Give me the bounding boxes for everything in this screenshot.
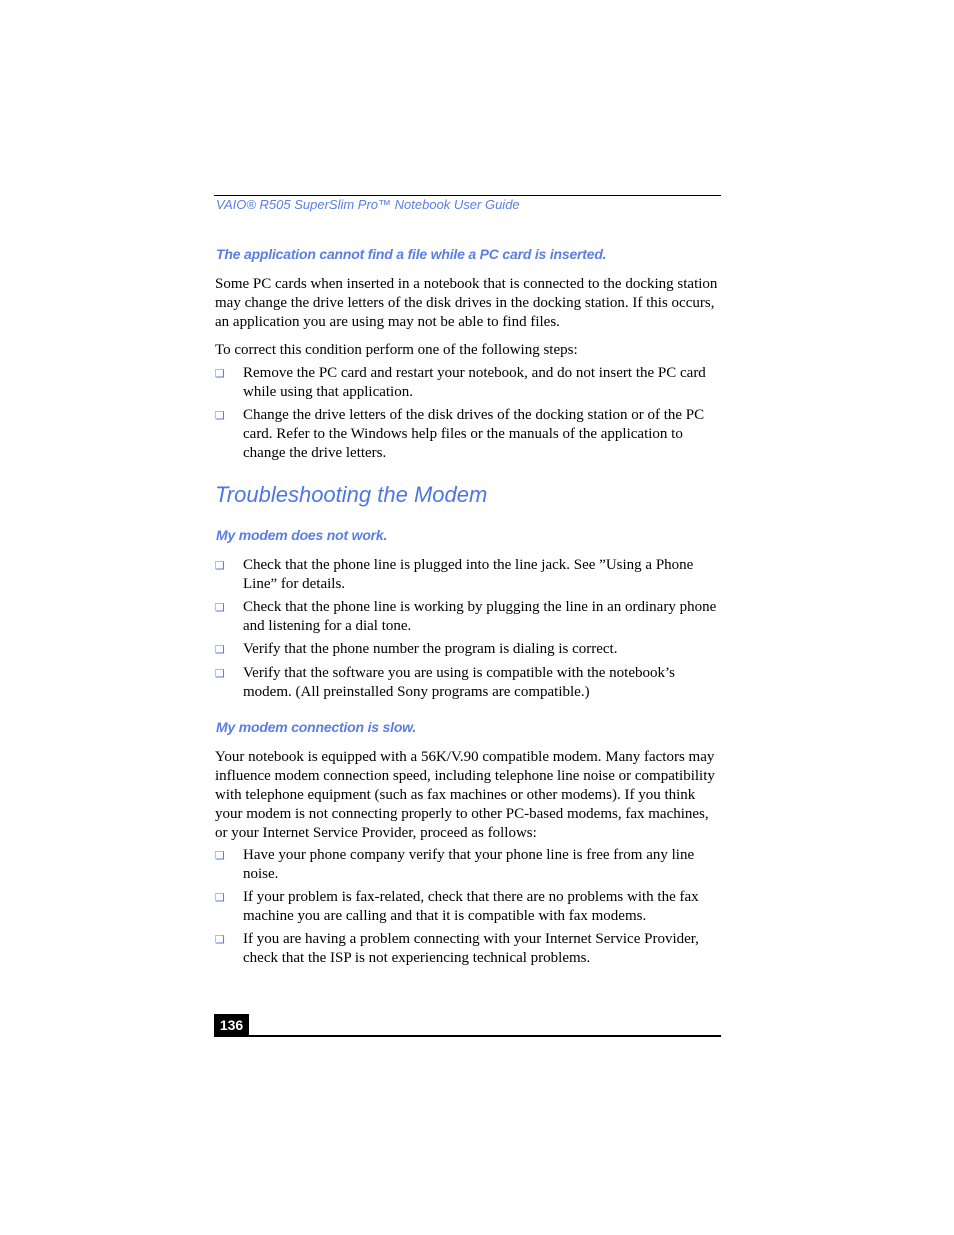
checkbox-bullet-icon: ❑ <box>215 409 225 422</box>
list-item-text: Verify that the software you are using is compatible with the notebook’s modem. (All preinstalled Sony programs are compatible.) <box>243 665 675 700</box>
checkbox-bullet-icon: ❑ <box>215 667 225 680</box>
list-item-text: Remove the PC card and restart your notebook, and do not insert the PC card while using that application. <box>243 365 706 400</box>
running-head: VAIO® R505 SuperSlim Pro™ Notebook User Guide <box>216 197 520 212</box>
list-item-text: Verify that the phone number the program is dialing is correct. <box>243 641 618 657</box>
list-item-text: If your problem is fax-related, check that there are no problems with the fax machine you are calling and that it is compatible with fax modems. <box>243 889 699 924</box>
footer-rule <box>214 1035 721 1037</box>
list-item-text: If you are having a problem connecting with your Internet Service Provider, check that the ISP is not experiencing technical problems. <box>243 931 699 966</box>
page-number: 136 <box>214 1014 249 1036</box>
checkbox-bullet-icon: ❑ <box>215 849 225 862</box>
section-title: Troubleshooting the Modem <box>215 482 488 507</box>
modem-slow-subhead: My modem connection is slow. <box>216 719 417 735</box>
pc-card-paragraph: Some PC cards when inserted in a notebook that is connected to the docking station may change the drive letters of the disk drives in the docking station. If this occurs, an application you are using may not be able to find files. <box>215 276 718 330</box>
checkbox-bullet-icon: ❑ <box>215 933 225 946</box>
pc-card-steps-intro: To correct this condition perform one of the following steps: <box>215 342 578 358</box>
list-item-text: Have your phone company verify that your phone line is free from any line noise. <box>243 847 695 882</box>
modem-not-work-subhead: My modem does not work. <box>216 527 388 543</box>
modem-slow-paragraph: Your notebook is equipped with a 56K/V.90 compatible modem. Many factors may influence modem connection speed, including telephone line noise or compatibility with telephone equipment (such as fax machines or other modems). If you think your modem is not connecting properly to other PC-based modems, fax machines, or your Internet Service Provider, proceed as follows: <box>215 749 715 841</box>
header-rule <box>214 195 721 196</box>
pc-card-subhead: The application cannot find a file while a PC card is inserted. <box>216 246 607 262</box>
list-item-text: Check that the phone line is working by plugging the line in an ordinary phone and listening for a dial tone. <box>243 599 717 634</box>
checkbox-bullet-icon: ❑ <box>215 891 225 904</box>
list-item-text: Check that the phone line is plugged into the line jack. See ”Using a Phone Line” for details. <box>243 557 694 592</box>
checkbox-bullet-icon: ❑ <box>215 643 225 656</box>
checkbox-bullet-icon: ❑ <box>215 367 225 380</box>
checkbox-bullet-icon: ❑ <box>215 601 225 614</box>
checkbox-bullet-icon: ❑ <box>215 559 225 572</box>
list-item-text: Change the drive letters of the disk drives of the docking station or of the PC card. Refer to the Windows help files or the manuals of the application to change the drive letters. <box>243 407 705 461</box>
